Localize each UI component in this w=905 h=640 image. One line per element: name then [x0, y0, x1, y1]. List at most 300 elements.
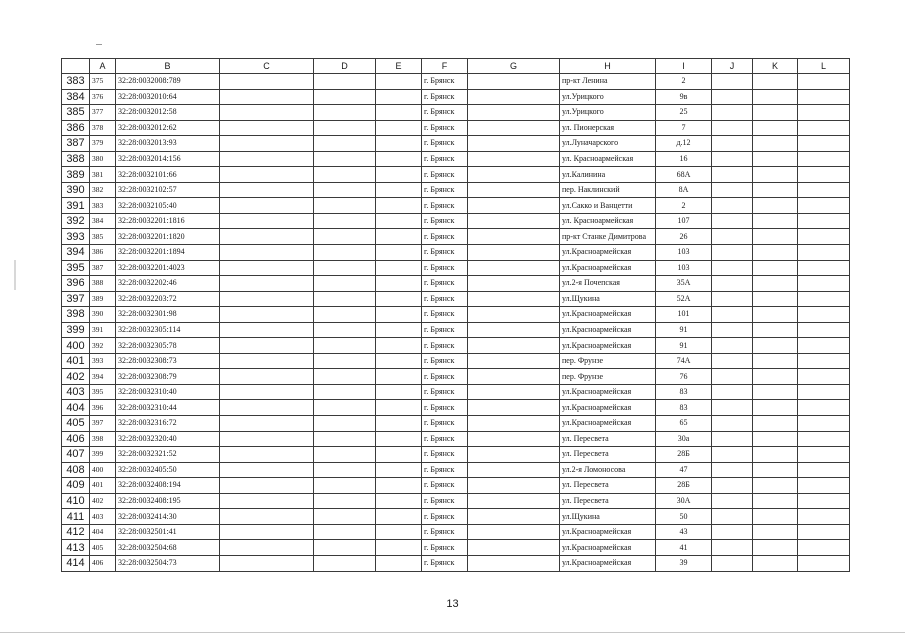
spreadsheet-table — [61, 58, 850, 572]
cell-d — [314, 322, 376, 338]
cell-l — [798, 136, 850, 152]
cell-j — [712, 493, 753, 509]
cell-i: 39 — [656, 555, 712, 571]
cell-d — [314, 447, 376, 463]
cell-i: 83 — [656, 400, 712, 416]
table-row — [62, 431, 850, 447]
cell-c — [220, 416, 314, 432]
cell-e — [376, 416, 422, 432]
cell-j — [712, 540, 753, 556]
cell-j — [712, 555, 753, 571]
cell-g — [468, 276, 560, 292]
cell-k — [753, 555, 798, 571]
cell-l — [798, 462, 850, 478]
table-row — [62, 478, 850, 494]
cell-f: г. Брянск — [422, 229, 468, 245]
cell-b: 32:28:0032308:73 — [116, 353, 220, 369]
cell-i: 30а — [656, 431, 712, 447]
cell-l — [798, 353, 850, 369]
cell-e — [376, 151, 422, 167]
cell-l — [798, 416, 850, 432]
cell-h: ул.Красноармейская — [560, 384, 656, 400]
cell-d — [314, 307, 376, 323]
cell-f: г. Брянск — [422, 167, 468, 183]
cell-i: 103 — [656, 245, 712, 261]
cell-h: ул. Пересвета — [560, 447, 656, 463]
cell-d — [314, 89, 376, 105]
cell-c — [220, 167, 314, 183]
row-number: 395 — [62, 260, 90, 276]
cell-k — [753, 384, 798, 400]
cell-e — [376, 276, 422, 292]
table-row — [62, 291, 850, 307]
cell-k — [753, 509, 798, 525]
cell-g — [468, 416, 560, 432]
cell-e — [376, 338, 422, 354]
cell-f: г. Брянск — [422, 307, 468, 323]
cell-h: ул.Щукина — [560, 291, 656, 307]
cell-f: г. Брянск — [422, 276, 468, 292]
cell-i: 28Б — [656, 478, 712, 494]
cell-e — [376, 478, 422, 494]
cell-l — [798, 555, 850, 571]
cell-k — [753, 431, 798, 447]
row-number: 412 — [62, 524, 90, 540]
row-number: 393 — [62, 229, 90, 245]
table-row — [62, 524, 850, 540]
cell-a: 384 — [90, 213, 116, 229]
cell-k — [753, 447, 798, 463]
row-number: 410 — [62, 493, 90, 509]
cell-d — [314, 167, 376, 183]
cell-d — [314, 524, 376, 540]
cell-j — [712, 213, 753, 229]
cell-c — [220, 524, 314, 540]
cell-i: 26 — [656, 229, 712, 245]
cell-l — [798, 260, 850, 276]
cell-d — [314, 213, 376, 229]
cell-h: пер. Наклинский — [560, 182, 656, 198]
cell-c — [220, 400, 314, 416]
column-header-b: B — [116, 59, 220, 74]
cell-f: г. Брянск — [422, 524, 468, 540]
cell-h: ул.Красноармейская — [560, 555, 656, 571]
cell-f: г. Брянск — [422, 447, 468, 463]
row-number: 411 — [62, 509, 90, 525]
cell-a: 378 — [90, 120, 116, 136]
cell-l — [798, 229, 850, 245]
table-row — [62, 555, 850, 571]
cell-h: ул. Красноармейская — [560, 213, 656, 229]
cell-d — [314, 431, 376, 447]
table-row — [62, 338, 850, 354]
column-header-row — [62, 59, 850, 74]
cell-h: ул.Красноармейская — [560, 338, 656, 354]
column-header-a: A — [90, 59, 116, 74]
cell-e — [376, 400, 422, 416]
cell-c — [220, 322, 314, 338]
cell-j — [712, 416, 753, 432]
cell-c — [220, 151, 314, 167]
cell-l — [798, 120, 850, 136]
cell-k — [753, 462, 798, 478]
cell-j — [712, 151, 753, 167]
cell-k — [753, 74, 798, 90]
cell-e — [376, 198, 422, 214]
cell-h: ул.Урицкого — [560, 89, 656, 105]
table-row — [62, 447, 850, 463]
cell-l — [798, 291, 850, 307]
cell-f: г. Брянск — [422, 245, 468, 261]
row-number: 392 — [62, 213, 90, 229]
column-header-j: J — [712, 59, 753, 74]
table-row — [62, 198, 850, 214]
cell-k — [753, 167, 798, 183]
cell-k — [753, 198, 798, 214]
cell-d — [314, 338, 376, 354]
cell-h: ул. Пересвета — [560, 493, 656, 509]
cell-c — [220, 509, 314, 525]
cell-b: 32:28:0032012:58 — [116, 105, 220, 121]
cell-d — [314, 120, 376, 136]
cell-b: 32:28:0032014:156 — [116, 151, 220, 167]
cell-e — [376, 353, 422, 369]
cell-l — [798, 509, 850, 525]
cell-e — [376, 291, 422, 307]
cell-e — [376, 182, 422, 198]
cell-k — [753, 524, 798, 540]
cell-h: ул. Пересвета — [560, 478, 656, 494]
cell-g — [468, 291, 560, 307]
cell-b: 32:28:0032203:72 — [116, 291, 220, 307]
cell-c — [220, 493, 314, 509]
cell-k — [753, 478, 798, 494]
column-header-d: D — [314, 59, 376, 74]
cell-c — [220, 229, 314, 245]
cell-e — [376, 229, 422, 245]
row-number: 394 — [62, 245, 90, 261]
cell-c — [220, 213, 314, 229]
row-number: 404 — [62, 400, 90, 416]
cell-h: ул.Щукина — [560, 509, 656, 525]
cell-i: 101 — [656, 307, 712, 323]
table-body — [62, 74, 850, 572]
cell-d — [314, 229, 376, 245]
cell-b: 32:28:0032504:73 — [116, 555, 220, 571]
table-row — [62, 151, 850, 167]
row-number: 389 — [62, 167, 90, 183]
cell-c — [220, 182, 314, 198]
cell-k — [753, 120, 798, 136]
table-row — [62, 182, 850, 198]
row-number: 413 — [62, 540, 90, 556]
cell-h: ул.Красноармейская — [560, 416, 656, 432]
table-row — [62, 74, 850, 90]
cell-k — [753, 291, 798, 307]
cell-j — [712, 478, 753, 494]
cell-h: ул.Красноармейская — [560, 524, 656, 540]
cell-b: 32:28:0032414:30 — [116, 509, 220, 525]
cell-h: ул.Красноармейская — [560, 322, 656, 338]
row-number: 407 — [62, 447, 90, 463]
cell-e — [376, 524, 422, 540]
cell-h: ул.Красноармейская — [560, 245, 656, 261]
cell-c — [220, 120, 314, 136]
cell-i: 8А — [656, 182, 712, 198]
cell-j — [712, 431, 753, 447]
cell-j — [712, 338, 753, 354]
cell-b: 32:28:0032105:40 — [116, 198, 220, 214]
cell-e — [376, 307, 422, 323]
cell-f: г. Брянск — [422, 416, 468, 432]
cell-d — [314, 509, 376, 525]
cell-f: г. Брянск — [422, 89, 468, 105]
row-number: 405 — [62, 416, 90, 432]
cell-a: 392 — [90, 338, 116, 354]
row-number: 386 — [62, 120, 90, 136]
cell-a: 377 — [90, 105, 116, 121]
cell-a: 405 — [90, 540, 116, 556]
cell-c — [220, 198, 314, 214]
cell-i: 9в — [656, 89, 712, 105]
cell-b: 32:28:0032101:66 — [116, 167, 220, 183]
table-row — [62, 89, 850, 105]
table-row — [62, 322, 850, 338]
cell-g — [468, 136, 560, 152]
cell-k — [753, 369, 798, 385]
cell-a: 376 — [90, 89, 116, 105]
cell-g — [468, 338, 560, 354]
cell-j — [712, 260, 753, 276]
cell-l — [798, 307, 850, 323]
cell-a: 394 — [90, 369, 116, 385]
row-number: 414 — [62, 555, 90, 571]
cell-j — [712, 307, 753, 323]
row-number: 390 — [62, 182, 90, 198]
cell-j — [712, 167, 753, 183]
cell-f: г. Брянск — [422, 540, 468, 556]
row-number: 385 — [62, 105, 90, 121]
cell-e — [376, 462, 422, 478]
cell-e — [376, 120, 422, 136]
cell-d — [314, 151, 376, 167]
cell-j — [712, 400, 753, 416]
cell-f: г. Брянск — [422, 478, 468, 494]
column-header-h: H — [560, 59, 656, 74]
cell-j — [712, 74, 753, 90]
cell-g — [468, 229, 560, 245]
cell-f: г. Брянск — [422, 369, 468, 385]
cell-h: ул.Красноармейская — [560, 307, 656, 323]
cell-b: 32:28:0032201:1894 — [116, 245, 220, 261]
table-row — [62, 307, 850, 323]
table-row — [62, 167, 850, 183]
cell-a: 396 — [90, 400, 116, 416]
page-number: 13 — [446, 598, 459, 610]
cell-d — [314, 462, 376, 478]
cell-i: 47 — [656, 462, 712, 478]
column-header-f: F — [422, 59, 468, 74]
cell-e — [376, 74, 422, 90]
cell-l — [798, 322, 850, 338]
cell-l — [798, 213, 850, 229]
cell-h: пр-кт Станке Димитрова — [560, 229, 656, 245]
cell-e — [376, 322, 422, 338]
column-header-g: G — [468, 59, 560, 74]
cell-k — [753, 105, 798, 121]
cell-j — [712, 369, 753, 385]
cell-g — [468, 260, 560, 276]
cell-a: 398 — [90, 431, 116, 447]
cell-j — [712, 229, 753, 245]
cell-e — [376, 555, 422, 571]
cell-b: 32:28:0032408:195 — [116, 493, 220, 509]
cell-i: 107 — [656, 213, 712, 229]
cell-g — [468, 307, 560, 323]
cell-c — [220, 447, 314, 463]
table-row — [62, 276, 850, 292]
cell-f: г. Брянск — [422, 198, 468, 214]
cell-b: 32:28:0032310:40 — [116, 384, 220, 400]
cell-g — [468, 353, 560, 369]
cell-l — [798, 478, 850, 494]
row-number: 398 — [62, 307, 90, 323]
cell-a: 400 — [90, 462, 116, 478]
row-number: 383 — [62, 74, 90, 90]
row-number: 388 — [62, 151, 90, 167]
corner-cell — [62, 59, 90, 74]
row-number: 399 — [62, 322, 90, 338]
cell-d — [314, 478, 376, 494]
cell-k — [753, 493, 798, 509]
cell-g — [468, 369, 560, 385]
scan-speck — [96, 44, 102, 45]
cell-e — [376, 384, 422, 400]
cell-j — [712, 509, 753, 525]
cell-b: 32:28:0032405:50 — [116, 462, 220, 478]
cell-j — [712, 105, 753, 121]
cell-a: 380 — [90, 151, 116, 167]
cell-g — [468, 431, 560, 447]
cell-a: 401 — [90, 478, 116, 494]
cell-h: ул.Сакко и Ванцетти — [560, 198, 656, 214]
cell-i: 16 — [656, 151, 712, 167]
row-number: 409 — [62, 478, 90, 494]
cell-i: 52А — [656, 291, 712, 307]
cell-f: г. Брянск — [422, 291, 468, 307]
cell-g — [468, 322, 560, 338]
cell-l — [798, 105, 850, 121]
cell-d — [314, 276, 376, 292]
cell-d — [314, 105, 376, 121]
cell-i: 7 — [656, 120, 712, 136]
row-number: 403 — [62, 384, 90, 400]
cell-b: 32:28:0032305:114 — [116, 322, 220, 338]
cell-a: 388 — [90, 276, 116, 292]
row-number: 400 — [62, 338, 90, 354]
table-row — [62, 462, 850, 478]
cell-i: 30А — [656, 493, 712, 509]
scan-speck — [14, 260, 16, 290]
table-row — [62, 213, 850, 229]
cell-b: 32:28:0032201:1820 — [116, 229, 220, 245]
cell-b: 32:28:0032008:789 — [116, 74, 220, 90]
cell-h: ул.Красноармейская — [560, 260, 656, 276]
cell-i: 65 — [656, 416, 712, 432]
cell-f: г. Брянск — [422, 555, 468, 571]
cell-f: г. Брянск — [422, 260, 468, 276]
cell-g — [468, 105, 560, 121]
cell-h: ул.Красноармейская — [560, 400, 656, 416]
cell-c — [220, 89, 314, 105]
cell-k — [753, 245, 798, 261]
cell-f: г. Брянск — [422, 105, 468, 121]
cell-g — [468, 120, 560, 136]
cell-h: ул.2-я Почепская — [560, 276, 656, 292]
cell-a: 390 — [90, 307, 116, 323]
cell-b: 32:28:0032316:72 — [116, 416, 220, 432]
cell-l — [798, 493, 850, 509]
table-row — [62, 120, 850, 136]
cell-g — [468, 89, 560, 105]
cell-b: 32:28:0032013:93 — [116, 136, 220, 152]
cell-a: 383 — [90, 198, 116, 214]
table-row — [62, 400, 850, 416]
column-header-i: I — [656, 59, 712, 74]
cell-a: 406 — [90, 555, 116, 571]
cell-c — [220, 353, 314, 369]
cell-k — [753, 338, 798, 354]
cell-d — [314, 182, 376, 198]
cell-d — [314, 555, 376, 571]
table-row — [62, 105, 850, 121]
cell-b: 32:28:0032501:41 — [116, 524, 220, 540]
cell-k — [753, 322, 798, 338]
cell-e — [376, 167, 422, 183]
cell-l — [798, 89, 850, 105]
cell-a: 393 — [90, 353, 116, 369]
cell-l — [798, 447, 850, 463]
table-row — [62, 136, 850, 152]
cell-g — [468, 493, 560, 509]
cell-a: 379 — [90, 136, 116, 152]
cell-h: пер. Фрунзе — [560, 369, 656, 385]
cell-f: г. Брянск — [422, 120, 468, 136]
cell-e — [376, 136, 422, 152]
cell-c — [220, 276, 314, 292]
cell-c — [220, 369, 314, 385]
cell-e — [376, 105, 422, 121]
cell-j — [712, 524, 753, 540]
cell-g — [468, 245, 560, 261]
table-row — [62, 229, 850, 245]
cell-j — [712, 182, 753, 198]
cell-h: ул. Красноармейская — [560, 151, 656, 167]
cell-a: 386 — [90, 245, 116, 261]
cell-j — [712, 462, 753, 478]
cell-g — [468, 555, 560, 571]
table-row — [62, 369, 850, 385]
cell-c — [220, 136, 314, 152]
column-header-c: C — [220, 59, 314, 74]
cell-g — [468, 151, 560, 167]
scan-edge-line — [0, 632, 905, 633]
cell-e — [376, 213, 422, 229]
cell-j — [712, 384, 753, 400]
cell-h: ул.2-я Ломоносова — [560, 462, 656, 478]
cell-l — [798, 524, 850, 540]
cell-h: ул.Красноармейская — [560, 540, 656, 556]
